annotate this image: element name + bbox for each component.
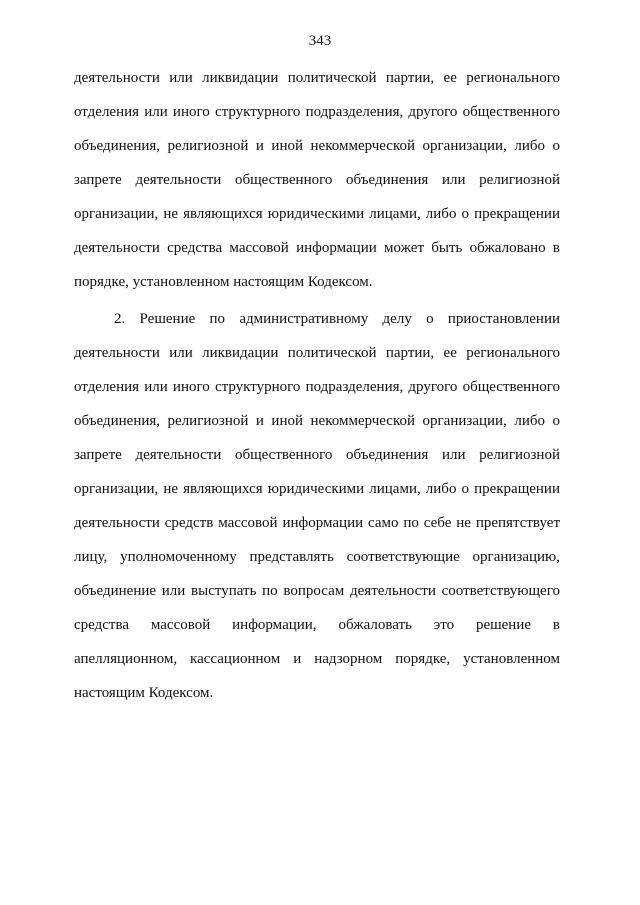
paragraph-line: порядке, установленном настоящим Кодексом. bbox=[74, 274, 373, 290]
paragraph-line: 2. Решение по административному делу о приостановлении bbox=[114, 311, 560, 327]
paragraph-line: деятельности или ликвидации политической партии, ее регионального bbox=[74, 345, 560, 361]
paragraph-line: лицу, уполномоченному представлять соответствующие организацию, bbox=[74, 549, 560, 565]
page-number: 343 bbox=[308, 33, 332, 49]
paragraph-line: деятельности средств массовой информации само по себе не препятствует bbox=[74, 515, 560, 531]
paragraph-line: объединения, религиозной и иной некоммерческой организации, либо о bbox=[74, 413, 560, 429]
paragraph-line: объединение или выступать по вопросам деятельности соответствующего bbox=[74, 583, 560, 599]
paragraph-line: отделения или иного структурного подразделения, другого общественного bbox=[74, 104, 560, 120]
paragraph-line: отделения или иного структурного подразделения, другого общественного bbox=[74, 379, 560, 395]
paragraph-line: организации, не являющихся юридическими лицами, либо о прекращении bbox=[74, 481, 560, 497]
paragraph-line: объединения, религиозной и иной некоммерческой организации, либо о bbox=[74, 138, 560, 154]
paragraph-line: запрете деятельности общественного объединения или религиозной bbox=[74, 447, 560, 463]
paragraph-line: настоящим Кодексом. bbox=[74, 685, 214, 701]
paragraph-line: апелляционном, кассационном и надзорном порядке, установленном bbox=[74, 651, 560, 667]
paragraph-line: средства массовой информации, обжаловать это решение в bbox=[74, 617, 560, 633]
paragraph-line: деятельности средства массовой информации может быть обжаловано в bbox=[74, 240, 560, 256]
paragraph-line: деятельности или ликвидации политической партии, ее регионального bbox=[74, 70, 560, 86]
paragraph-line: запрете деятельности общественного объединения или религиозной bbox=[74, 172, 560, 188]
paragraph-line: организации, не являющихся юридическими лицами, либо о прекращении bbox=[74, 206, 560, 222]
